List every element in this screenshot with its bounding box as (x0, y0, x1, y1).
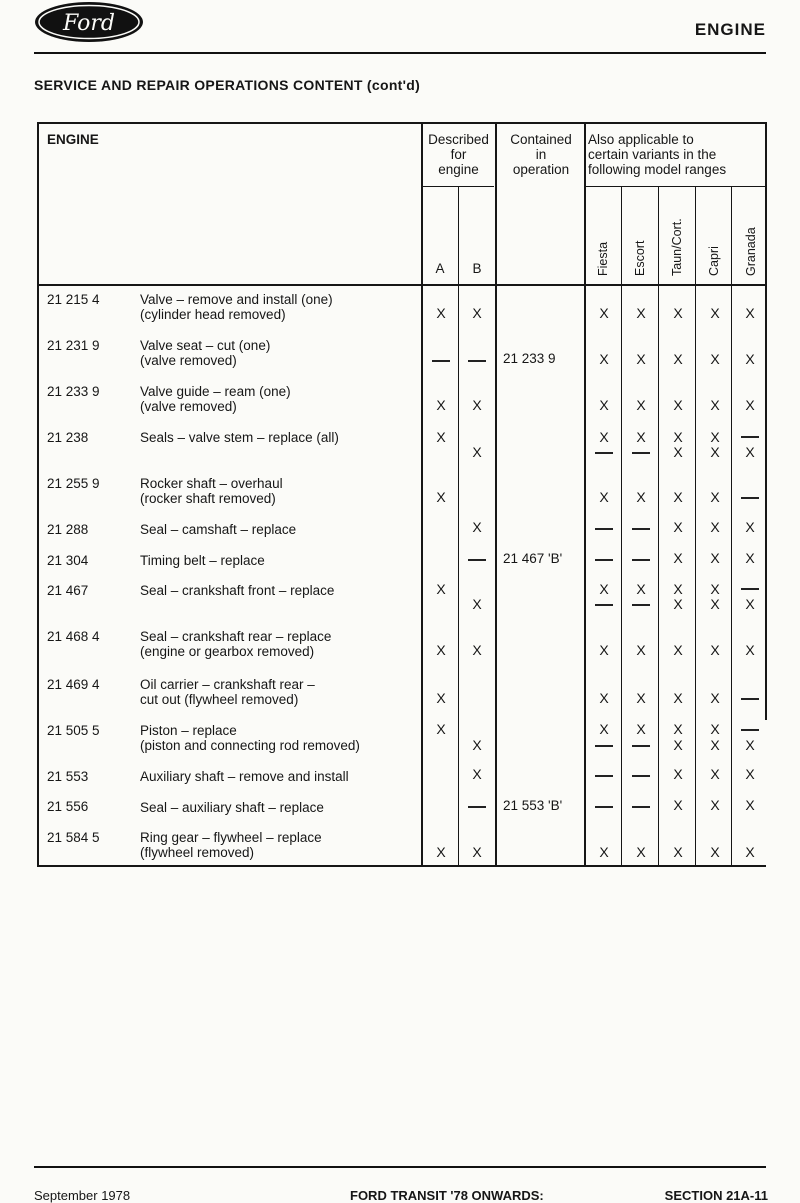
dash-mark (632, 745, 650, 747)
dash-mark (595, 806, 613, 808)
op-code: 21 505 5 (47, 723, 100, 738)
table-border-top (37, 122, 766, 124)
model-header-capri: Capri (707, 246, 721, 276)
x-mark: X (710, 581, 720, 597)
x-mark: X (673, 690, 683, 706)
dash-mark (468, 360, 486, 362)
dash-mark (632, 775, 650, 777)
op-desc: Oil carrier – crankshaft rear – cut out (flywheel removed) (140, 677, 315, 707)
x-mark: X (710, 519, 720, 535)
x-mark: X (745, 766, 755, 782)
x-mark: X (636, 690, 646, 706)
x-mark: X (599, 351, 609, 367)
model-header-escort: Escort (633, 240, 647, 276)
footer-section: SECTION 21A-11 (664, 1188, 768, 1203)
model-header-taun-cort: Taun/Cort. (670, 218, 684, 276)
x-mark: X (636, 489, 646, 505)
op-desc: Seal – camshaft – replace (140, 522, 297, 537)
dash-mark (741, 588, 759, 590)
x-mark: X (472, 444, 482, 460)
op-desc: Seal – auxiliary shaft – replace (140, 800, 324, 815)
footer-rule (34, 1166, 766, 1168)
table-border-bottom (37, 865, 766, 867)
dash-mark (741, 698, 759, 700)
x-mark: X (599, 305, 609, 321)
x-mark: X (745, 550, 755, 566)
x-mark: X (710, 844, 720, 860)
footer-date: September 1978 (34, 1188, 131, 1203)
x-mark: X (436, 844, 446, 860)
op-code: 21 467 (47, 583, 89, 598)
x-mark: X (436, 642, 446, 658)
op-code: 21 469 4 (47, 677, 100, 692)
x-mark: X (673, 642, 683, 658)
models-sub-separator (585, 186, 766, 187)
op-desc: Rocker shaft – overhaul (rocker shaft removed) (140, 476, 283, 506)
col-header-also-applicable: Also applicable to certain variants in the following model ranges (588, 132, 727, 177)
col-line-granada (731, 187, 732, 865)
x-mark: X (436, 581, 446, 597)
x-mark: X (636, 305, 646, 321)
x-mark: X (599, 489, 609, 505)
x-mark: X (710, 444, 720, 460)
col-header-engine: ENGINE (47, 132, 99, 147)
dash-mark (595, 559, 613, 561)
x-mark: X (745, 797, 755, 813)
x-mark: X (673, 797, 683, 813)
x-mark: X (745, 397, 755, 413)
col-header-a: A (435, 261, 445, 276)
dash-mark (468, 806, 486, 808)
x-mark: X (599, 429, 609, 445)
dash-mark (468, 559, 486, 561)
op-desc: Piston – replace (piston and connecting rod removed) (140, 723, 360, 753)
col-line-taun (658, 187, 659, 865)
op-code: 21 231 9 (47, 338, 100, 353)
x-mark: X (636, 397, 646, 413)
page-subtitle: SERVICE AND REPAIR OPERATIONS CONTENT (cont'd) (34, 77, 421, 93)
x-mark: X (472, 642, 482, 658)
x-mark: X (745, 737, 755, 753)
dash-mark (632, 806, 650, 808)
x-mark: X (636, 429, 646, 445)
x-mark: X (745, 596, 755, 612)
x-mark: X (636, 844, 646, 860)
x-mark: X (472, 596, 482, 612)
footer-title: FORD TRANSIT '78 ONWARDS: (350, 1188, 544, 1203)
x-mark: X (745, 305, 755, 321)
dash-mark (741, 729, 759, 731)
op-code: 21 304 (47, 553, 89, 568)
x-mark: X (673, 305, 683, 321)
x-mark: X (710, 397, 720, 413)
x-mark: X (673, 519, 683, 535)
op-desc: Seals – valve stem – replace (all) (140, 430, 339, 445)
op-desc: Timing belt – replace (140, 553, 265, 568)
ford-logo (33, 0, 145, 44)
x-mark: X (599, 642, 609, 658)
x-mark: X (710, 596, 720, 612)
x-mark: X (436, 721, 446, 737)
x-mark: X (710, 429, 720, 445)
x-mark: X (710, 642, 720, 658)
x-mark: X (710, 690, 720, 706)
op-desc: Seal – crankshaft front – replace (140, 583, 335, 598)
x-mark: X (472, 305, 482, 321)
op-desc: Seal – crankshaft rear – replace (engine or gearbox removed) (140, 629, 332, 659)
header-separator (37, 284, 766, 286)
col-header-contained: Contained in operation (510, 132, 572, 177)
dash-mark (632, 559, 650, 561)
x-mark: X (636, 642, 646, 658)
header-rule (34, 52, 766, 54)
x-mark: X (745, 844, 755, 860)
x-mark: X (673, 596, 683, 612)
dash-mark (741, 436, 759, 438)
x-mark: X (710, 550, 720, 566)
x-mark: X (745, 444, 755, 460)
dash-mark (595, 775, 613, 777)
col-line-escort (621, 187, 622, 865)
col-line-described (421, 122, 423, 867)
x-mark: X (673, 429, 683, 445)
x-mark: X (599, 690, 609, 706)
x-mark: X (472, 737, 482, 753)
section-title: ENGINE (694, 20, 766, 39)
op-code: 21 238 (47, 430, 89, 445)
col-line-contained (495, 122, 497, 867)
table-border-left (37, 122, 39, 867)
x-mark: X (636, 721, 646, 737)
x-mark: X (436, 429, 446, 445)
model-header-granada: Granada (744, 227, 758, 276)
x-mark: X (673, 444, 683, 460)
dash-mark (632, 452, 650, 454)
dash-mark (595, 528, 613, 530)
op-code: 21 255 9 (47, 476, 100, 491)
x-mark: X (710, 489, 720, 505)
x-mark: X (436, 397, 446, 413)
col-line-capri (695, 187, 696, 865)
x-mark: X (472, 397, 482, 413)
x-mark: X (745, 642, 755, 658)
op-desc: Valve seat – cut (one) (valve removed) (140, 338, 271, 368)
x-mark: X (673, 397, 683, 413)
op-code: 21 584 5 (47, 830, 100, 845)
x-mark: X (436, 690, 446, 706)
x-mark: X (472, 766, 482, 782)
op-desc: Ring gear – flywheel – replace (flywheel removed) (140, 830, 322, 860)
x-mark: X (673, 737, 683, 753)
x-mark: X (673, 721, 683, 737)
col-line-models (584, 122, 586, 867)
x-mark: X (710, 766, 720, 782)
x-mark: X (436, 489, 446, 505)
x-mark: X (673, 844, 683, 860)
x-mark: X (673, 351, 683, 367)
dash-mark (632, 604, 650, 606)
x-mark: X (636, 351, 646, 367)
dash-mark (432, 360, 450, 362)
x-mark: X (710, 797, 720, 813)
x-mark: X (673, 766, 683, 782)
contained-code: 21 233 9 (503, 351, 556, 366)
x-mark: X (745, 519, 755, 535)
col-line-ab (458, 187, 459, 865)
x-mark: X (745, 351, 755, 367)
x-mark: X (599, 721, 609, 737)
contained-code: 21 467 'B' (503, 551, 563, 566)
logo-lettering: Ford (63, 11, 115, 36)
table-border-right (765, 122, 767, 720)
x-mark: X (710, 351, 720, 367)
col-header-b: B (472, 261, 482, 276)
x-mark: X (636, 581, 646, 597)
op-code: 21 553 (47, 769, 89, 784)
dash-mark (595, 452, 613, 454)
op-code: 21 468 4 (47, 629, 100, 644)
op-desc: Valve – remove and install (one) (cylinder head removed) (140, 292, 333, 322)
op-desc: Auxiliary shaft – remove and install (140, 769, 349, 784)
x-mark: X (472, 519, 482, 535)
x-mark: X (599, 844, 609, 860)
x-mark: X (710, 305, 720, 321)
model-header-fiesta: Fiesta (596, 241, 610, 276)
dash-mark (595, 604, 613, 606)
x-mark: X (673, 581, 683, 597)
x-mark: X (710, 737, 720, 753)
op-code: 21 556 (47, 799, 89, 814)
x-mark: X (436, 305, 446, 321)
op-code: 21 233 9 (47, 384, 100, 399)
x-mark: X (599, 581, 609, 597)
op-code: 21 288 (47, 522, 89, 537)
col-header-described: Described for engine (428, 132, 489, 177)
x-mark: X (710, 721, 720, 737)
op-desc: Valve guide – ream (one) (valve removed) (140, 384, 291, 414)
dash-mark (632, 528, 650, 530)
dash-mark (595, 745, 613, 747)
x-mark: X (599, 397, 609, 413)
dash-mark (741, 497, 759, 499)
x-mark: X (472, 844, 482, 860)
x-mark: X (673, 550, 683, 566)
contained-code: 21 553 'B' (503, 798, 563, 813)
op-code: 21 215 4 (47, 292, 100, 307)
x-mark: X (673, 489, 683, 505)
